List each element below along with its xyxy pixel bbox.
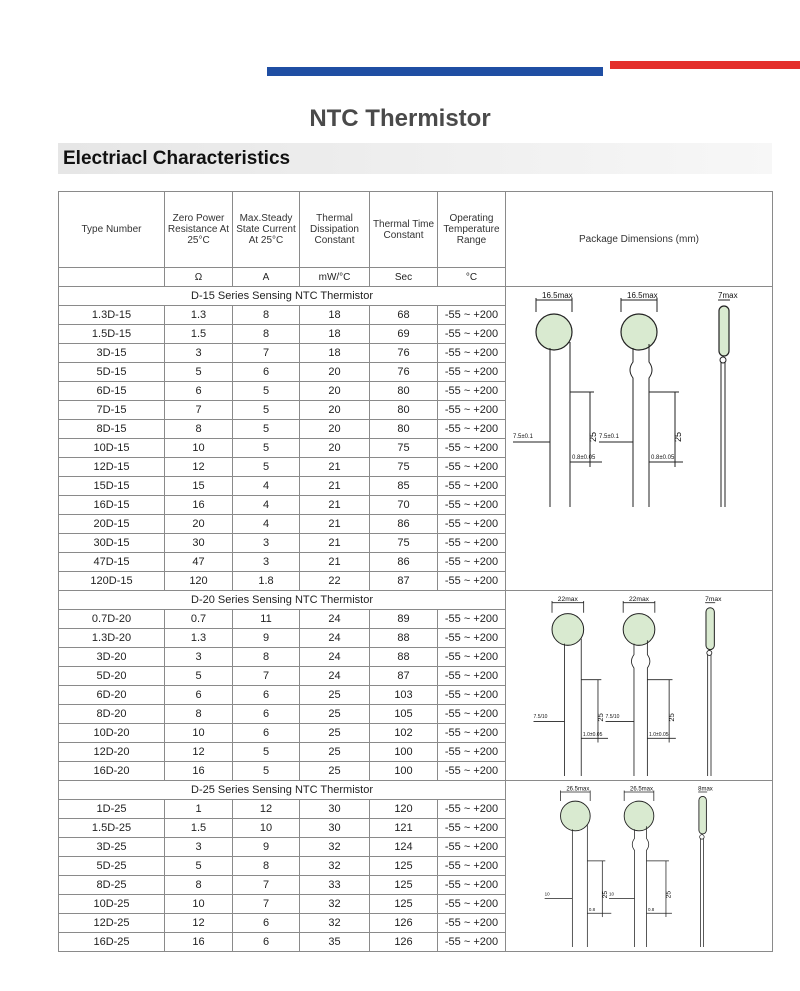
type-cell: 20D-15 — [59, 515, 165, 534]
dissipation-cell: 32 — [300, 914, 370, 933]
type-cell: 16D-20 — [59, 762, 165, 781]
type-cell: 8D-20 — [59, 705, 165, 724]
range-cell: -55 ~ +200 — [438, 857, 506, 876]
thermistor-disc-kinked — [623, 613, 655, 645]
lead-length-label-2: 25 — [665, 890, 673, 898]
type-cell: 6D-20 — [59, 686, 165, 705]
lead-pitch-label-2: 7.5±0.1 — [599, 433, 619, 440]
current-cell: 9 — [233, 629, 300, 648]
type-cell: 8D-15 — [59, 420, 165, 439]
current-cell: 4 — [233, 477, 300, 496]
type-cell: 1.3D-15 — [59, 306, 165, 325]
characteristics-table — [58, 191, 773, 952]
current-cell: 8 — [233, 648, 300, 667]
current-cell: 3 — [233, 553, 300, 572]
range-cell: -55 ~ +200 — [438, 344, 506, 363]
lead-pitch-label-2: 7.5/10 — [605, 713, 620, 720]
table-header-row — [59, 192, 773, 268]
current-cell: 8 — [233, 306, 300, 325]
time-cell: 76 — [370, 344, 438, 363]
type-cell: 10D-15 — [59, 439, 165, 458]
dissipation-cell: 21 — [300, 515, 370, 534]
unit-current: A — [233, 268, 300, 287]
current-cell: 5 — [233, 458, 300, 477]
time-cell: 87 — [370, 667, 438, 686]
current-cell: 7 — [233, 876, 300, 895]
thermistor-side-view — [699, 796, 706, 833]
time-cell: 80 — [370, 401, 438, 420]
time-cell: 70 — [370, 496, 438, 515]
dissipation-cell: 20 — [300, 401, 370, 420]
dissipation-cell: 18 — [300, 325, 370, 344]
disc-diameter-label-2: 22max — [628, 595, 650, 603]
lead-pitch-label: 7.5±0.1 — [513, 433, 533, 440]
dissipation-cell: 24 — [300, 629, 370, 648]
resistance-cell: 12 — [165, 458, 233, 477]
dissipation-cell: 32 — [300, 895, 370, 914]
time-cell: 75 — [370, 534, 438, 553]
range-cell: -55 ~ +200 — [438, 876, 506, 895]
unit-dissipation: mW/°C — [300, 268, 370, 287]
range-cell: -55 ~ +200 — [438, 648, 506, 667]
lead-pitch-label-2: 10 — [609, 890, 615, 896]
header-red-stripe — [610, 61, 800, 69]
dissipation-cell: 18 — [300, 306, 370, 325]
resistance-cell: 3 — [165, 838, 233, 857]
resistance-cell: 8 — [165, 705, 233, 724]
resistance-cell: 5 — [165, 363, 233, 382]
time-cell: 88 — [370, 648, 438, 667]
unit-type-empty — [59, 268, 165, 287]
range-cell: -55 ~ +200 — [438, 458, 506, 477]
package-dimension-drawing — [509, 786, 769, 947]
time-cell: 102 — [370, 724, 438, 743]
range-cell: -55 ~ +200 — [438, 819, 506, 838]
type-cell: 8D-25 — [59, 876, 165, 895]
dissipation-cell: 35 — [300, 933, 370, 952]
lead-length-label-2: 25 — [667, 712, 677, 722]
thermistor-disc-kinked — [624, 801, 654, 831]
type-cell: 12D-15 — [59, 458, 165, 477]
current-cell: 6 — [233, 686, 300, 705]
col-header-dissipation: Thermal Dissipation Constant — [300, 192, 370, 268]
range-cell: -55 ~ +200 — [438, 762, 506, 781]
time-cell: 75 — [370, 439, 438, 458]
type-cell: 120D-15 — [59, 572, 165, 591]
current-cell: 5 — [233, 439, 300, 458]
dissipation-cell: 25 — [300, 686, 370, 705]
package-drawing-cell — [506, 591, 773, 781]
range-cell: -55 ~ +200 — [438, 743, 506, 762]
resistance-cell: 5 — [165, 857, 233, 876]
time-cell: 124 — [370, 838, 438, 857]
resistance-cell: 120 — [165, 572, 233, 591]
lead-length-label: 25 — [596, 712, 605, 722]
thermistor-disc-kinked — [621, 314, 657, 350]
type-cell: 16D-15 — [59, 496, 165, 515]
current-cell: 1.8 — [233, 572, 300, 591]
range-cell: -55 ~ +200 — [438, 933, 506, 952]
time-cell: 89 — [370, 610, 438, 629]
current-cell: 8 — [233, 857, 300, 876]
disc-diameter-label-2: 26.5max — [630, 785, 653, 792]
range-cell: -55 ~ +200 — [438, 401, 506, 420]
current-cell: 6 — [233, 933, 300, 952]
type-cell: 1.5D-25 — [59, 819, 165, 838]
series-header-row — [59, 781, 773, 800]
dissipation-cell: 18 — [300, 344, 370, 363]
resistance-cell: 30 — [165, 534, 233, 553]
dissipation-cell: 21 — [300, 534, 370, 553]
package-dimension-drawing — [509, 596, 769, 776]
resistance-cell: 5 — [165, 667, 233, 686]
resistance-cell: 6 — [165, 382, 233, 401]
resistance-cell: 10 — [165, 895, 233, 914]
range-cell: -55 ~ +200 — [438, 610, 506, 629]
current-cell: 6 — [233, 914, 300, 933]
series-title: D-20 Series Sensing NTC Thermistor — [59, 591, 506, 610]
resistance-cell: 10 — [165, 724, 233, 743]
type-cell: 3D-25 — [59, 838, 165, 857]
thermistor-disc — [552, 613, 584, 645]
resistance-cell: 12 — [165, 914, 233, 933]
type-cell: 5D-25 — [59, 857, 165, 876]
range-cell: -55 ~ +200 — [438, 838, 506, 857]
thermistor-disc — [561, 801, 591, 831]
resistance-cell: 16 — [165, 933, 233, 952]
type-cell: 1.3D-20 — [59, 629, 165, 648]
dissipation-cell: 32 — [300, 838, 370, 857]
time-cell: 125 — [370, 876, 438, 895]
range-cell: -55 ~ +200 — [438, 686, 506, 705]
resistance-cell: 7 — [165, 401, 233, 420]
type-cell: 5D-15 — [59, 363, 165, 382]
range-cell: -55 ~ +200 — [438, 914, 506, 933]
resistance-cell: 20 — [165, 515, 233, 534]
current-cell: 12 — [233, 800, 300, 819]
lead-length-label: 25 — [601, 890, 609, 898]
dissipation-cell: 25 — [300, 743, 370, 762]
range-cell: -55 ~ +200 — [438, 667, 506, 686]
current-cell: 5 — [233, 382, 300, 401]
type-cell: 5D-20 — [59, 667, 165, 686]
type-cell: 10D-20 — [59, 724, 165, 743]
resistance-cell: 16 — [165, 496, 233, 515]
lead-pitch-label: 10 — [544, 890, 550, 896]
thickness-label: 8max — [698, 785, 713, 792]
range-cell: -55 ~ +200 — [438, 306, 506, 325]
disc-diameter-label: 16.5max — [542, 291, 573, 300]
type-cell: 30D-15 — [59, 534, 165, 553]
time-cell: 121 — [370, 819, 438, 838]
type-cell: 1D-25 — [59, 800, 165, 819]
dissipation-cell: 32 — [300, 857, 370, 876]
dissipation-cell: 20 — [300, 382, 370, 401]
dissipation-cell: 33 — [300, 876, 370, 895]
resistance-cell: 1 — [165, 800, 233, 819]
type-cell: 12D-25 — [59, 914, 165, 933]
type-cell: 15D-15 — [59, 477, 165, 496]
range-cell: -55 ~ +200 — [438, 895, 506, 914]
dissipation-cell: 24 — [300, 610, 370, 629]
range-cell: -55 ~ +200 — [438, 382, 506, 401]
thermistor-disc — [536, 314, 572, 350]
col-header-type: Type Number — [59, 192, 165, 268]
range-cell: -55 ~ +200 — [438, 477, 506, 496]
time-cell: 69 — [370, 325, 438, 344]
lead-length-label-2: 25 — [673, 431, 683, 442]
lead-diameter-label: 0.8 — [588, 906, 596, 912]
col-header-time: Thermal Time Constant — [370, 192, 438, 268]
col-header-range: Operating Temperature Range — [438, 192, 506, 268]
time-cell: 75 — [370, 458, 438, 477]
time-cell: 125 — [370, 857, 438, 876]
disc-diameter-label: 26.5max — [566, 785, 590, 792]
current-cell: 9 — [233, 838, 300, 857]
range-cell: -55 ~ +200 — [438, 629, 506, 648]
resistance-cell: 1.5 — [165, 819, 233, 838]
lead-diameter-label: 0.8±0.05 — [572, 454, 596, 461]
lead-diameter-label-2: 0.8 — [647, 906, 655, 912]
current-cell: 5 — [233, 762, 300, 781]
type-cell: 3D-15 — [59, 344, 165, 363]
range-cell: -55 ~ +200 — [438, 515, 506, 534]
current-cell: 5 — [233, 401, 300, 420]
current-cell: 5 — [233, 420, 300, 439]
thickness-label: 7max — [718, 291, 738, 300]
dissipation-cell: 25 — [300, 724, 370, 743]
current-cell: 7 — [233, 667, 300, 686]
dissipation-cell: 20 — [300, 439, 370, 458]
time-cell: 120 — [370, 800, 438, 819]
thickness-label: 7max — [705, 595, 722, 603]
resistance-cell: 16 — [165, 762, 233, 781]
time-cell: 105 — [370, 705, 438, 724]
resistance-cell: 10 — [165, 439, 233, 458]
dissipation-cell: 22 — [300, 572, 370, 591]
range-cell: -55 ~ +200 — [438, 420, 506, 439]
section-title: Electriacl Characteristics — [63, 148, 291, 169]
range-cell: -55 ~ +200 — [438, 496, 506, 515]
unit-resistance: Ω — [165, 268, 233, 287]
resistance-cell: 8 — [165, 420, 233, 439]
time-cell: 87 — [370, 572, 438, 591]
dissipation-cell: 25 — [300, 705, 370, 724]
dissipation-cell: 24 — [300, 648, 370, 667]
time-cell: 76 — [370, 363, 438, 382]
current-cell: 8 — [233, 325, 300, 344]
current-cell: 4 — [233, 496, 300, 515]
range-cell: -55 ~ +200 — [438, 325, 506, 344]
resistance-cell: 0.7 — [165, 610, 233, 629]
range-cell: -55 ~ +200 — [438, 705, 506, 724]
time-cell: 86 — [370, 515, 438, 534]
time-cell: 68 — [370, 306, 438, 325]
type-cell: 0.7D-20 — [59, 610, 165, 629]
col-header-current: Max.Steady State Current At 25°C — [233, 192, 300, 268]
dissipation-cell: 21 — [300, 496, 370, 515]
current-cell: 4 — [233, 515, 300, 534]
resistance-cell: 8 — [165, 876, 233, 895]
thermistor-side-view — [719, 306, 729, 356]
range-cell: -55 ~ +200 — [438, 800, 506, 819]
lead-length-label: 25 — [588, 431, 598, 442]
range-cell: -55 ~ +200 — [438, 363, 506, 382]
current-cell: 6 — [233, 705, 300, 724]
thermistor-side-view — [706, 607, 714, 649]
page-title: NTC Thermistor — [309, 105, 491, 132]
resistance-cell: 1.3 — [165, 306, 233, 325]
time-cell: 85 — [370, 477, 438, 496]
series-header-row — [59, 591, 773, 610]
resistance-cell: 3 — [165, 344, 233, 363]
current-cell: 11 — [233, 610, 300, 629]
dissipation-cell: 25 — [300, 762, 370, 781]
range-cell: -55 ~ +200 — [438, 534, 506, 553]
range-cell: -55 ~ +200 — [438, 439, 506, 458]
lead-diameter-label: 1.0±0.05 — [582, 731, 603, 738]
resistance-cell: 6 — [165, 686, 233, 705]
type-cell: 1.5D-15 — [59, 325, 165, 344]
range-cell: -55 ~ +200 — [438, 724, 506, 743]
time-cell: 80 — [370, 382, 438, 401]
time-cell: 126 — [370, 914, 438, 933]
lead-diameter-label-2: 0.8±0.05 — [651, 454, 675, 461]
disc-diameter-label: 22max — [557, 595, 578, 603]
col-header-resistance: Zero Power Resistance At 25°C — [165, 192, 233, 268]
series-title: D-25 Series Sensing NTC Thermistor — [59, 781, 506, 800]
series-title: D-15 Series Sensing NTC Thermistor — [59, 287, 506, 306]
dissipation-cell: 30 — [300, 800, 370, 819]
time-cell: 100 — [370, 743, 438, 762]
type-cell: 3D-20 — [59, 648, 165, 667]
type-cell: 12D-20 — [59, 743, 165, 762]
time-cell: 103 — [370, 686, 438, 705]
time-cell: 80 — [370, 420, 438, 439]
current-cell: 5 — [233, 743, 300, 762]
current-cell: 7 — [233, 344, 300, 363]
dissipation-cell: 20 — [300, 363, 370, 382]
resistance-cell: 3 — [165, 648, 233, 667]
type-cell: 6D-15 — [59, 382, 165, 401]
dissipation-cell: 30 — [300, 819, 370, 838]
dissipation-cell: 21 — [300, 477, 370, 496]
time-cell: 126 — [370, 933, 438, 952]
unit-range: °C — [438, 268, 506, 287]
package-dimension-drawing — [509, 292, 769, 586]
resistance-cell: 1.3 — [165, 629, 233, 648]
time-cell: 88 — [370, 629, 438, 648]
time-cell: 100 — [370, 762, 438, 781]
dissipation-cell: 21 — [300, 553, 370, 572]
series-header-row — [59, 287, 773, 306]
lead-diameter-label-2: 1.0±0.05 — [649, 731, 669, 738]
resistance-cell: 1.5 — [165, 325, 233, 344]
type-cell: 7D-15 — [59, 401, 165, 420]
col-header-package: Package Dimensions (mm) — [506, 192, 773, 287]
dissipation-cell: 21 — [300, 458, 370, 477]
time-cell: 125 — [370, 895, 438, 914]
current-cell: 3 — [233, 534, 300, 553]
resistance-cell: 15 — [165, 477, 233, 496]
current-cell: 10 — [233, 819, 300, 838]
current-cell: 7 — [233, 895, 300, 914]
current-cell: 6 — [233, 724, 300, 743]
current-cell: 6 — [233, 363, 300, 382]
disc-diameter-label-2: 16.5max — [627, 291, 658, 300]
dissipation-cell: 24 — [300, 667, 370, 686]
type-cell: 47D-15 — [59, 553, 165, 572]
type-cell: 16D-25 — [59, 933, 165, 952]
dissipation-cell: 20 — [300, 420, 370, 439]
range-cell: -55 ~ +200 — [438, 572, 506, 591]
range-cell: -55 ~ +200 — [438, 553, 506, 572]
resistance-cell: 12 — [165, 743, 233, 762]
resistance-cell: 47 — [165, 553, 233, 572]
header-blue-stripe — [267, 67, 603, 76]
type-cell: 10D-25 — [59, 895, 165, 914]
package-drawing-cell — [506, 287, 773, 591]
package-drawing-cell — [506, 781, 773, 952]
unit-time: Sec — [370, 268, 438, 287]
lead-pitch-label: 7.5/10 — [533, 713, 548, 720]
time-cell: 86 — [370, 553, 438, 572]
